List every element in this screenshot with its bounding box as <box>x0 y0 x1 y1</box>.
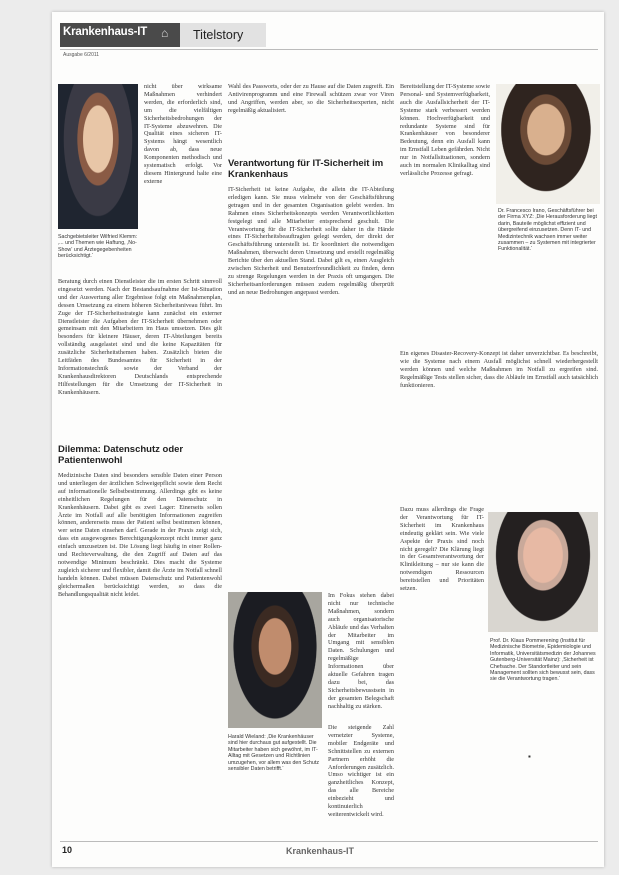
caption-irano: Dr. Francesco Irano, Geschäftsführer bei der Firma XYZ: ‚Die Herausforderung liegt darin, Bauteile möglichst effizient und übergreifend einzusetzen. Denn IT- und Medizintechnik wachsen immer weiter zusammen – zu Systemen mit integrierter Funktionalität.‘ <box>498 208 597 253</box>
brand-logo <box>60 23 180 47</box>
end-mark: ▪ <box>528 752 531 761</box>
column-3-top: Bereitstellung der IT-Systeme sowie Personal- und Systemverfügbarkeit, auch die Ausfallsicherheit der IT-Systeme stark verbessert werden können. Hochverfügbarkeit und redundante Systeme sind für Krankenhäuser von besonderer Bedeutung, denn ein Ausfall kann im Ernstfall Leben gefährden. Nicht nur in Notfallsituationen, sondern auch im normalen Klinikalltag sind verlässliche Prozesse gefragt. <box>400 83 490 177</box>
column-2-right: Im Fokus stehen dabei nicht nur technische Maßnahmen, sondern auch organisatorische Abläufe und das Verhalten der Mitarbeiter im Umgang mit sensiblen Daten. Schulungen und regelmäßige Informationen über aktuelle Gefahren tragen dazu bei, das Sicherheitsbewusstsein in der gesamten Belegschaft nachhaltig zu stärken. <box>328 592 394 710</box>
column-1-bottom: Medizinische Daten sind besonders sensible Daten einer Person und unterliegen der ärztlichen Schweigepflicht sowie dem Recht auf informationelle Selbstbestimmung. Allerdings gibt es keine einheitlichen Regelungen für den Datenschutz in Krankenhäusern. Dabei gibt es zwei Lager: Einerseits sollen Ärzte im Notfall auf alle benötigten Informationen zugreifen können, andererseits muss der Patient selbst bestimmen können, wer seine Daten einsehen darf. Gerade in der Praxis zeigt sich, dass ein ausgewogenes Berechtigungskonzept nicht immer ganz einfach umzusetzen ist. Die Lösung liegt häufig in einer Rollen- und Rechteverwaltung, die den Zugriff auf Daten auf das notwendige Minimum beschränkt. Dies macht die Systeme zugleich sicherer und flexibler, damit die Ärzte im Notfall schnell handeln können. Dabei müssen Datenschutz und Patientenwohl gleichermaßen berücksichtigt werden, so dass die Behandlungsqualität nicht leidet. <box>58 472 222 598</box>
heading-responsibility: Verantwortung für IT-Sicherheit im Krankenhaus <box>228 158 384 180</box>
caption-klemm: Sachgebietsleiter Wilfried Klemm: ‚... und Themen wie Haftung, ‚No-Show‘ und Ärztegegebenheiten berücksichtigt.‘ <box>58 234 138 260</box>
column-2-top: Wahl des Passworts, oder der zu Hause auf die Daten zugreift. Ein Antivirenprogramm und eine Firewall schützen zwar vor Viren und Angriffen, werden aber, so die Sicherheitsexperten, nicht regelmäßig aktualisiert. <box>228 83 394 114</box>
footer-rule <box>60 841 598 842</box>
photo-pommerening <box>488 512 598 632</box>
brand-name: Krankenhaus-IT <box>63 26 148 38</box>
photo-wieland <box>228 592 322 728</box>
issue-label: Ausgabe 6/2011 <box>63 52 100 58</box>
house-icon: ⌂ <box>161 26 169 40</box>
page-number: 10 <box>62 845 73 855</box>
section-title: Titelstory <box>193 28 244 42</box>
header-rule <box>60 49 598 50</box>
column-2-body: IT-Sicherheit ist keine Aufgabe, die allein die IT-Abteilung erledigen kann. Sie muss vielmehr von der Geschäftsführung getragen und in der gesamten Organisation gelebt werden. Im Rahmen eines Sicherheitskonzepts werden Verantwortlichkeiten festgelegt und alle Mitarbeiter entsprechend geschult. Die Verantwortung für die IT-Sicherheit sollte daher in die Hände eines IT-Sicherheitsbeauftragten gelegt werden, der direkt der Geschäftsführung unterstellt ist. Er koordiniert die notwendigen Maßnahmen, überwacht deren Umsetzung und erstellt regelmäßig Berichte über den aktuellen Stand. Dabei gilt es, einen Ausgleich zwischen Sicherheit und Benutzerfreundlichkeit zu finden, denn zu strenge Regelungen werden in der Praxis oft umgangen. Die Sicherheitsanforderungen müssen zudem regelmäßig überprüft und an neue Bedrohungen angepasst werden. <box>228 186 394 296</box>
caption-wieland: Harald Wieland: ‚Die Krankenhäuser sind hier durchaus gut aufgestellt. Die Mitarbeiter haben sich gewöhnt, im IT-Alltag mit Gesetzen und Richtlinien umzugehen, vor allem was den Schutz sensibler Daten betrifft.‘ <box>228 734 319 773</box>
column-1-top: nicht über wirksame Maßnahmen verhindert werden, die erforderlich sind, um die vielfältigen Sicherheitsbedrohungen der IT-Systeme abzuwehren. Die Qualität eines sicheren IT-Systems hängt wesentlich davon ab, dass neue Komponenten methodisch und systematisch erfolgt. Vor diesem Hintergrund halte eine externe <box>144 83 222 185</box>
column-1-body: Beratung durch einen Dienstleister die im ersten Schritt sinnvoll eingesetzt werden. Nach der Bestandsaufnahme der Ist-Situation und der Auswertung aller Ergebnisse folgt ein Maßnahmenplan, dessen Umsetzung zu einem höheren Sicherheitsniveau führt. Im Zuge der IT-Sicherheitsstrategie kann zunächst ein externer Dienstleister die Aufgaben der IT-Sicherheit übernehmen oder gemeinsam mit den Mitarbeitern im Haus umsetzen. Dies gilt besonders für kleinere Häuser, deren IT-Abteilungen bereits vollständig ausgelastet sind und die keine Kapazitäten für zusätzliche Sicherheitsthemen haben. Zusätzlich bieten die Leitfäden des Bundesamtes für Sicherheit in der Informationstechnik sowie der Verband der Krankenhausdirektoren Deutschlands entsprechende Hilfestellungen für die Umsetzung der IT-Sicherheit in Krankenhäusern. <box>58 278 222 396</box>
magazine-page <box>52 12 604 867</box>
footer-brand: Krankenhaus-IT <box>286 846 355 856</box>
column-3-middle: Ein eigenes Disaster-Recovery-Konzept ist daher unverzichtbar. Es beschreibt, wie die Systeme nach einem Ausfall möglichst schnell wiederhergestellt werden können und welche Maßnahmen im Notfall zu ergreifen sind. Regelmäßige Tests stellen sicher, dass die Abläufe im Ernstfall auch tatsächlich funktionieren. <box>400 350 598 389</box>
column-3-bottom: Dazu muss allerdings die Frage der Verantwortung für IT-Sicherheit im Krankenhaus eindeutig geklärt sein. Wie viele Aspekte der Praxis sind noch nicht geregelt? Die Klärung liegt in der Gesamtverantwortung der Klinikleitung – nur sie kann die notwendigen Ressourcen bereitstellen und Prioritäten setzen. <box>400 506 484 593</box>
photo-irano <box>496 84 600 204</box>
photo-klemm <box>58 84 138 229</box>
column-2-right-bottom: Die steigende Zahl vernetzter Systeme, mobiler Endgeräte und Schnittstellen zu externen Partnern erhöht die Anforderungen zusätzlich. Umso wichtiger ist ein ganzheitliches Konzept, das alle Bereiche einbezieht und kontinuierlich weiterentwickelt wird. <box>328 724 394 818</box>
caption-pommerening: Prof. Dr. Klaus Pommerening (Institut für Medizinische Biometrie, Epidemiologie und Informatik, Universitätsmedizin der Johannes Gutenberg-Universität Mainz): ‚Sicherheit ist Chefsache. Der Standortleiter und sein Management sollten sich bewusst sein, dass sie die Verantwortung tragen.‘ <box>490 638 596 683</box>
heading-dilemma: Dilemma: Datenschutz oder Patientenwohl <box>58 444 184 466</box>
